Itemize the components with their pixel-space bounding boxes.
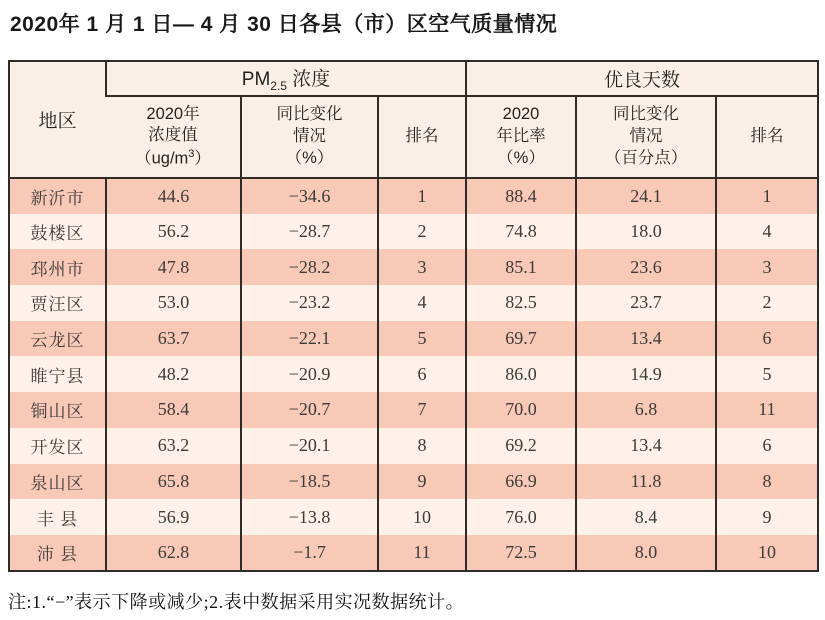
good-days-rank: 11: [716, 392, 818, 428]
table-row: [9, 464, 818, 500]
good-days-rate: 66.9: [466, 464, 576, 500]
good-days-rank: 2: [716, 285, 818, 321]
table-row: [9, 535, 818, 571]
pm-concentration: 62.8: [106, 535, 241, 571]
good-days-rank: 1: [716, 178, 818, 214]
column-header-region: 地区: [9, 61, 106, 178]
region-name: 丰 县: [9, 499, 106, 535]
good-rate-header-line1: 2020: [502, 105, 540, 124]
good-days-rate: 85.1: [466, 249, 576, 285]
region-name: 新沂市: [9, 178, 106, 214]
good-days-yoy-change: 14.9: [576, 356, 716, 392]
pm-concentration: 63.7: [106, 321, 241, 357]
good-days-rank: 5: [716, 356, 818, 392]
good-days-rank: 6: [716, 428, 818, 464]
pm-yoy-change: −23.2: [241, 285, 378, 321]
good-days-yoy-change: 8.0: [576, 535, 716, 571]
column-header-good-rate: [466, 96, 576, 178]
pm-concentration: 65.8: [106, 464, 241, 500]
pm-rank: 8: [378, 428, 466, 464]
region-name: 鼓楼区: [9, 214, 106, 250]
good-days-yoy-change: 8.4: [576, 499, 716, 535]
pm-rank: 7: [378, 392, 466, 428]
pm-rank: 3: [378, 249, 466, 285]
pm-yoy-change: −1.7: [241, 535, 378, 571]
table-row: [9, 428, 818, 464]
region-name: 贾汪区: [9, 285, 106, 321]
pm25-label: PM: [241, 69, 271, 91]
pm-concentration: 58.4: [106, 392, 241, 428]
good-days-yoy-change: 24.1: [576, 178, 716, 214]
good-days-rate: 76.0: [466, 499, 576, 535]
pm-yoy-change: −20.7: [241, 392, 378, 428]
pm-rank: 4: [378, 285, 466, 321]
pm25-subscript: 2.5: [270, 78, 287, 93]
pm-value-header-line3: [106, 147, 240, 170]
pm-yoy-change: −28.7: [241, 214, 378, 250]
pm-value-unit-close: ）: [194, 149, 211, 168]
pm-yoy-change: −20.9: [241, 356, 378, 392]
region-name: 云龙区: [9, 321, 106, 357]
good-days-rank: 8: [716, 464, 818, 500]
column-header-pm-change: [241, 96, 378, 178]
pm-concentration: 56.2: [106, 214, 241, 250]
pm-rank: 6: [378, 356, 466, 392]
column-group-pm25: [106, 61, 466, 96]
pm-value-unit: （ug/m: [135, 149, 189, 168]
air-quality-table: [8, 60, 819, 572]
pm-rank: 10: [378, 499, 466, 535]
pm-change-header-line2: 情况: [293, 127, 326, 146]
region-name: 睢宁县: [9, 356, 106, 392]
region-name: 铜山区: [9, 392, 106, 428]
pm-concentration: 53.0: [106, 285, 241, 321]
pm-yoy-change: −20.1: [241, 428, 378, 464]
pm-yoy-change: −34.6: [241, 178, 378, 214]
good-days-yoy-change: 13.4: [576, 321, 716, 357]
good-days-yoy-change: 23.6: [576, 249, 716, 285]
pm-concentration: 47.8: [106, 249, 241, 285]
pm-rank: 2: [378, 214, 466, 250]
good-change-header-line1: 同比变化: [613, 105, 679, 124]
good-days-yoy-change: 13.4: [576, 428, 716, 464]
column-group-good-days: 优良天数: [466, 61, 818, 96]
good-days-rate: 72.5: [466, 535, 576, 571]
pm-value-header-line2: 浓度值: [148, 126, 198, 145]
table-row: [9, 285, 818, 321]
pm-concentration: 48.2: [106, 356, 241, 392]
good-days-rate: 70.0: [466, 392, 576, 428]
good-change-header-line2: 情况: [629, 127, 663, 146]
good-days-rank: 4: [716, 214, 818, 250]
pm-rank: 9: [378, 464, 466, 500]
good-days-rate: 69.2: [466, 428, 576, 464]
table-row: [9, 249, 818, 285]
table-row: [9, 392, 818, 428]
pm-yoy-change: −22.1: [241, 321, 378, 357]
good-days-rank: 6: [716, 321, 818, 357]
sub-header-row: [9, 96, 818, 178]
good-days-rate: 88.4: [466, 178, 576, 214]
good-days-rank: 3: [716, 249, 818, 285]
region-name: 开发区: [9, 428, 106, 464]
pm-value-unit-sup: 3: [188, 148, 195, 161]
column-header-pm-rank: 排名: [378, 96, 466, 178]
good-change-header-line3: （百分点）: [604, 148, 688, 167]
group-header-row: [9, 61, 818, 96]
good-rate-header-line2: 年比率: [496, 127, 546, 146]
column-header-good-change: [576, 96, 716, 178]
pm-concentration: 44.6: [106, 178, 241, 214]
region-name: 邳州市: [9, 249, 106, 285]
good-days-rank: 9: [716, 499, 818, 535]
good-days-yoy-change: 18.0: [576, 214, 716, 250]
pm-yoy-change: −18.5: [241, 464, 378, 500]
table-row: [9, 356, 818, 392]
pm-change-header-line1: 同比变化: [276, 105, 343, 124]
pm-yoy-change: −28.2: [241, 249, 378, 285]
pm25-label-suffix: 浓度: [286, 69, 331, 91]
good-days-rate: 86.0: [466, 356, 576, 392]
good-rate-header-line3: （%）: [497, 148, 545, 167]
footnote: 注:1.“−”表示下降或减少;2.表中数据采用实况数据统计。: [8, 592, 465, 612]
pm-yoy-change: −13.8: [241, 499, 378, 535]
table-row: [9, 178, 818, 214]
table-row: [9, 321, 818, 357]
good-days-yoy-change: 23.7: [576, 285, 716, 321]
good-days-rate: 74.8: [466, 214, 576, 250]
pm-change-header-line3: （%）: [285, 148, 334, 167]
column-header-pm-value: [106, 96, 241, 178]
good-days-yoy-change: 11.8: [576, 464, 716, 500]
table-row: [9, 499, 818, 535]
region-name: 泉山区: [9, 464, 106, 500]
pm-concentration: 63.2: [106, 428, 241, 464]
column-header-good-rank: 排名: [716, 96, 818, 178]
region-name: 沛 县: [9, 535, 106, 571]
good-days-yoy-change: 6.8: [576, 392, 716, 428]
good-days-rate: 69.7: [466, 321, 576, 357]
pm-value-header-line1: 2020年: [146, 104, 200, 123]
page-title: 2020年 1 月 1 日— 4 月 30 日各县（市）区空气质量情况: [10, 13, 558, 36]
pm-concentration: 56.9: [106, 499, 241, 535]
good-days-rank: 10: [716, 535, 818, 571]
table-row: [9, 214, 818, 250]
pm-rank: 11: [378, 535, 466, 571]
good-days-rate: 82.5: [466, 285, 576, 321]
pm-rank: 5: [378, 321, 466, 357]
pm-rank: 1: [378, 178, 466, 214]
